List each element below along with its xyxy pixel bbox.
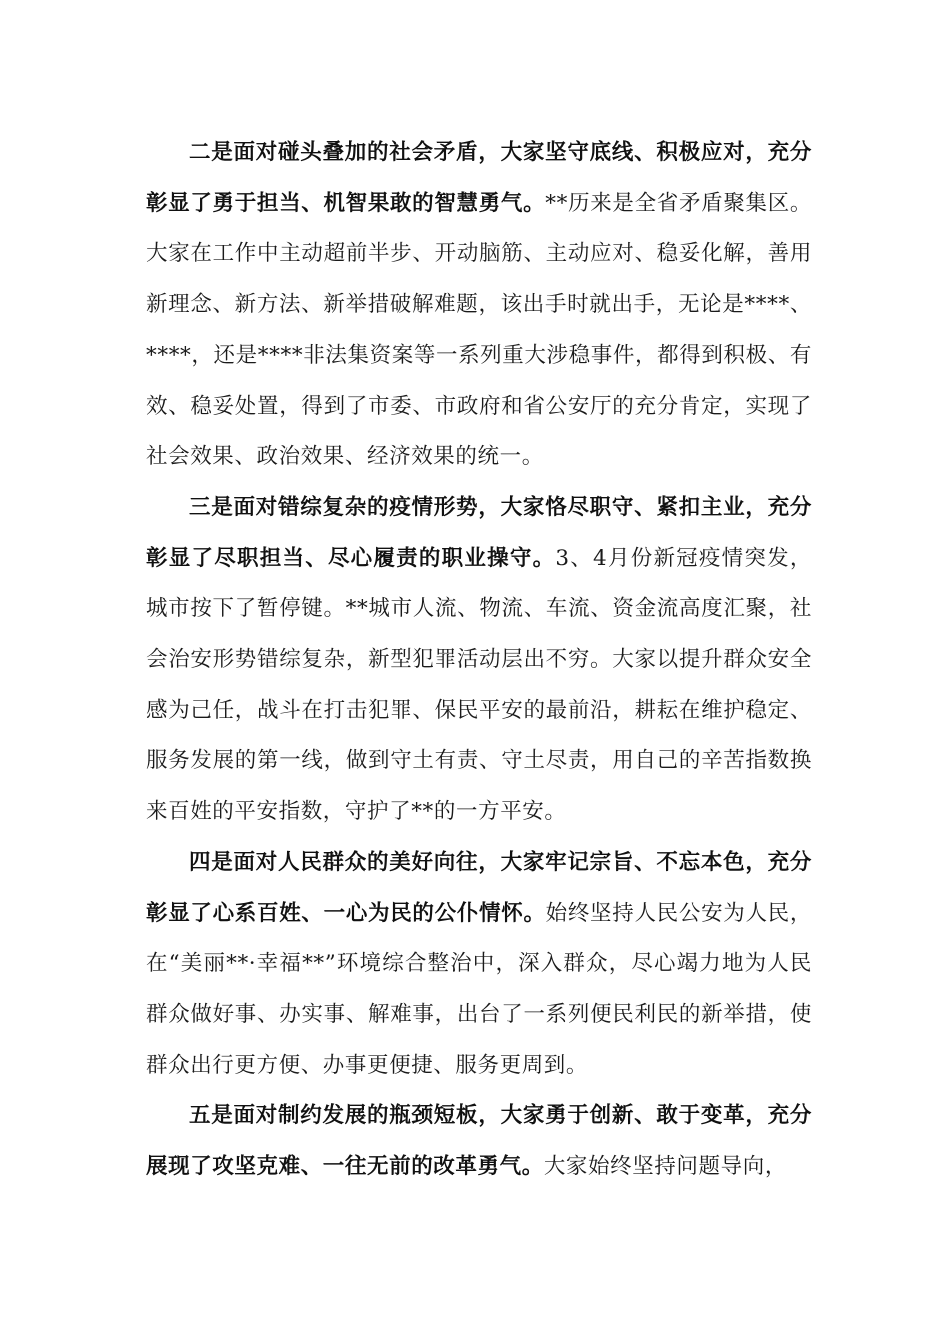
paragraph-5	[146, 1091, 812, 1192]
paragraph-2	[146, 128, 812, 483]
document-body	[146, 128, 812, 1193]
paragraph-3-lead: 三是面对错综复杂的疫情形势，大家恪尽职守、紧扣主业，充分彰显了尽职担当、尽心履责的职业操守。	[146, 494, 812, 571]
paragraph-2-body: **历来是全省矛盾聚集区。大家在工作中主动超前半步、开动脑筋、主动应对、稳妥化解，善用新理念、新方法、新举措破解难题，该出手时就出手，无论是****、****，还是****非法集资案等一系列重大涉稳事件，都得到积极、有效、稳妥处置，得到了市委、市政府和省公安厅的充分肯定，实现了社会效果、政治效果、经济效果的统一。	[146, 190, 812, 470]
paragraph-5-body: 大家始终坚持问题导向，	[543, 1154, 787, 1180]
paragraph-4-lead: 四是面对人民群众的美好向往，大家牢记宗旨、不忘本色，充分彰显了心系百姓、一心为民的公仆情怀。	[146, 849, 812, 926]
paragraph-4-body: 始终坚持人民公安为人民，在“美丽**·幸福**”环境综合整治中，深入群众，尽心竭力地为人民群众做好事、办实事、解难事，出台了一系列便民利民的新举措，使群众出行更方便、办事更便捷、服务更周到。	[146, 900, 812, 1078]
paragraph-3	[146, 483, 812, 838]
paragraph-5-lead: 五是面对制约发展的瓶颈短板，大家勇于创新、敢于变革，充分展现了攻坚克难、一往无前的改革勇气。	[146, 1103, 812, 1180]
paragraph-3-body: 3、4月份新冠疫情突发，城市按下了暂停键。**城市人流、物流、车流、资金流高度汇聚，社会治安形势错综复杂，新型犯罪活动层出不穷。大家以提升群众安全感为己任，战斗在打击犯罪、保民平安的最前沿，耕耘在维护稳定、服务发展的第一线，做到守土有责、守土尽责，用自己的辛苦指数换来百姓的平安指数，守护了**的一方平安。	[146, 545, 812, 825]
paragraph-2-lead: 二是面对碰头叠加的社会矛盾，大家坚守底线、积极应对，充分彰显了勇于担当、机智果敢的智慧勇气。	[146, 140, 812, 216]
paragraph-4	[146, 838, 812, 1092]
